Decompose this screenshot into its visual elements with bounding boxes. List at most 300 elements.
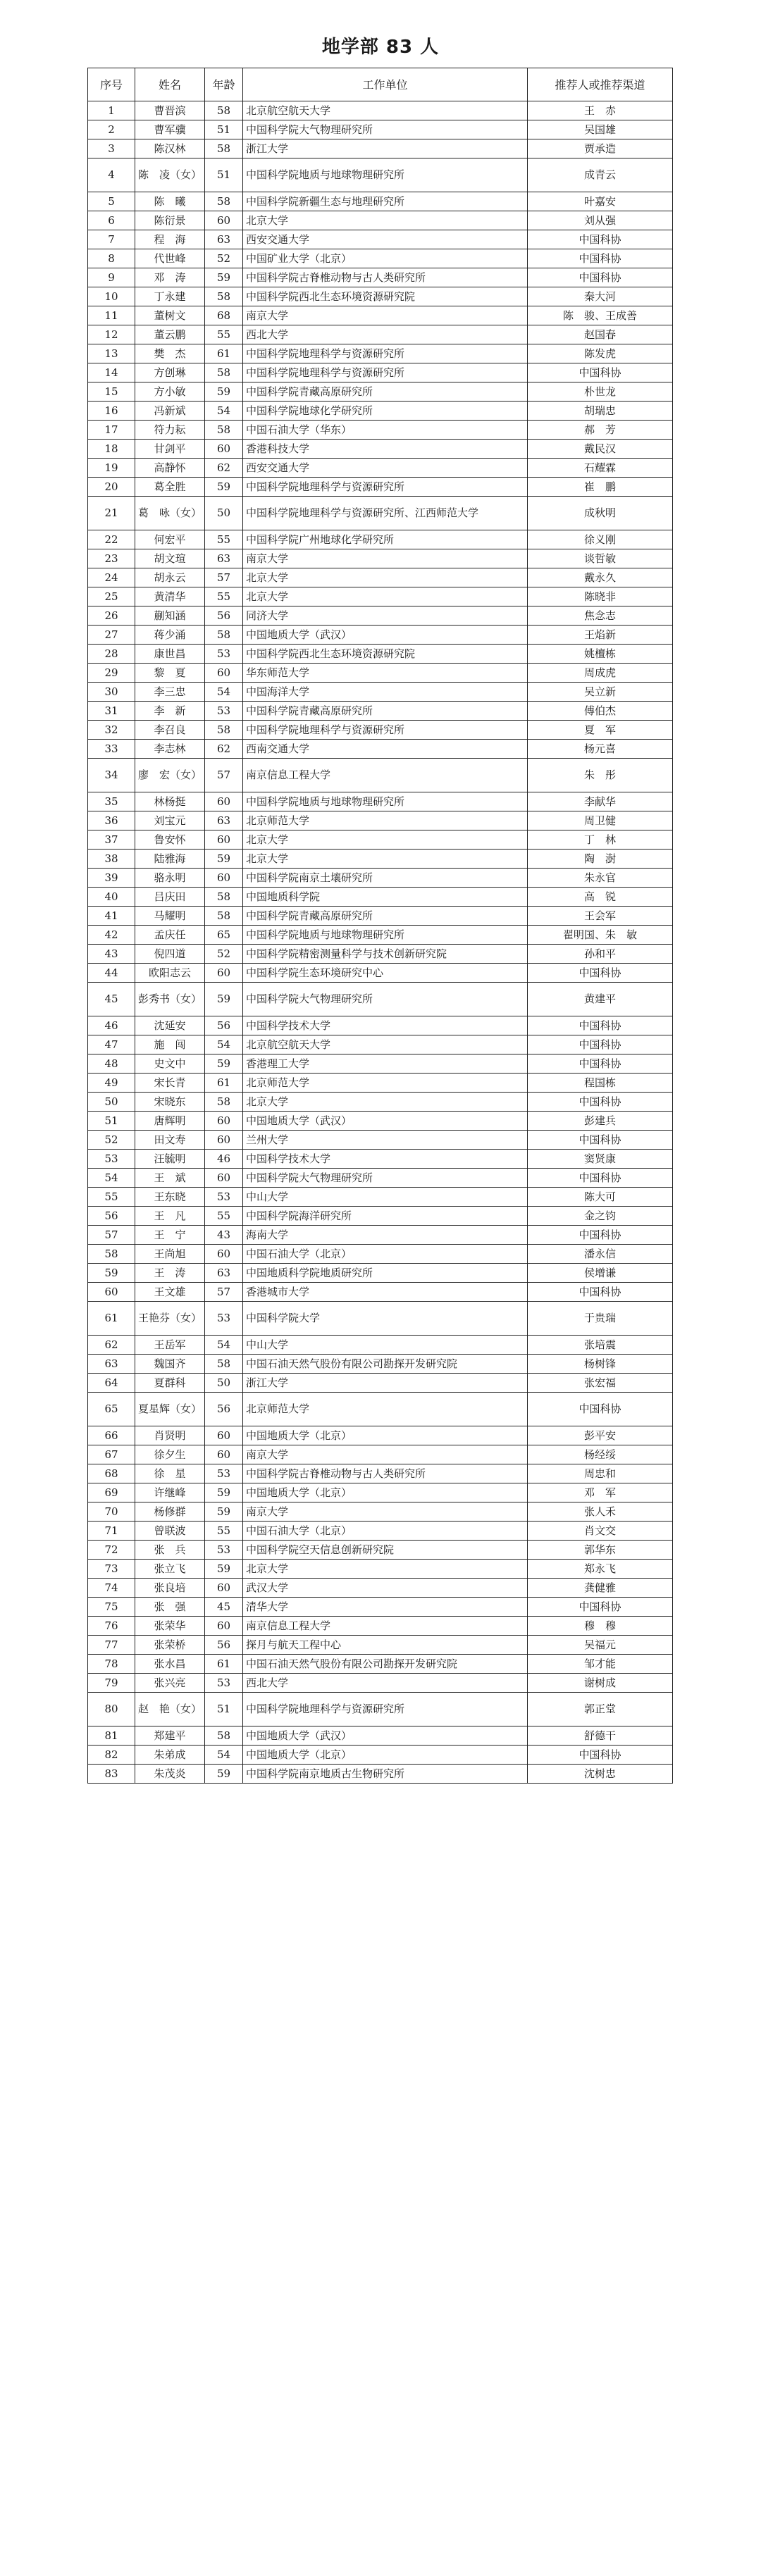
cell-unit: 浙江大学: [243, 1374, 528, 1393]
table-row: [88, 1617, 673, 1636]
cell-number: 21: [88, 497, 135, 530]
table-row: [88, 645, 673, 664]
cell-number: 26: [88, 606, 135, 626]
cell-number: 79: [88, 1674, 135, 1693]
cell-recommender: 王 赤: [528, 101, 673, 120]
cell-unit: 海南大学: [243, 1226, 528, 1245]
cell-unit: 中国科学院青藏高原研究所: [243, 702, 528, 721]
cell-unit: 南京信息工程大学: [243, 1617, 528, 1636]
table-row: [88, 421, 673, 440]
cell-age: 56: [205, 1016, 243, 1035]
cell-name: 彭秀书（女）: [135, 983, 205, 1016]
cell-number: 36: [88, 811, 135, 830]
cell-number: 64: [88, 1374, 135, 1393]
cell-unit: 北京师范大学: [243, 1074, 528, 1093]
cell-unit: 中国科学院南京土壤研究所: [243, 869, 528, 888]
cell-unit: 中国科学院地质与地球物理研究所: [243, 158, 528, 192]
cell-number: 19: [88, 459, 135, 478]
cell-name: 赵 艳（女）: [135, 1693, 205, 1726]
cell-recommender: 郭华东: [528, 1541, 673, 1560]
cell-age: 62: [205, 740, 243, 759]
cell-age: 58: [205, 888, 243, 907]
cell-name: 蒯知涵: [135, 606, 205, 626]
cell-name: 田文寿: [135, 1131, 205, 1150]
cell-number: 52: [88, 1131, 135, 1150]
table-row: [88, 1445, 673, 1464]
cell-name: 吕庆田: [135, 888, 205, 907]
cell-unit: 兰州大学: [243, 1131, 528, 1150]
cell-name: 张荣桥: [135, 1636, 205, 1655]
table-row: [88, 1355, 673, 1374]
cell-number: 74: [88, 1579, 135, 1598]
cell-unit: 清华大学: [243, 1598, 528, 1617]
table-row: [88, 683, 673, 702]
cell-number: 58: [88, 1245, 135, 1264]
cell-age: 60: [205, 440, 243, 459]
cell-number: 23: [88, 549, 135, 568]
table-row: [88, 1655, 673, 1674]
cell-age: 54: [205, 1746, 243, 1765]
cell-name: 邓 涛: [135, 268, 205, 287]
cell-name: 符力耘: [135, 421, 205, 440]
cell-recommender: 张人禾: [528, 1502, 673, 1522]
cell-unit: 西安交通大学: [243, 230, 528, 249]
header-row: [88, 68, 673, 101]
cell-number: 16: [88, 402, 135, 421]
table-row: [88, 830, 673, 850]
cell-number: 39: [88, 869, 135, 888]
table-row: [88, 530, 673, 549]
table-row: [88, 1112, 673, 1131]
cell-unit: 中国科学院新疆生态与地理研究所: [243, 192, 528, 211]
cell-age: 58: [205, 363, 243, 382]
cell-number: 11: [88, 306, 135, 325]
cell-name: 朱弟成: [135, 1746, 205, 1765]
cell-unit: 华东师范大学: [243, 664, 528, 683]
cell-recommender: 周卫健: [528, 811, 673, 830]
cell-age: 63: [205, 230, 243, 249]
cell-recommender: 金之钧: [528, 1207, 673, 1226]
cell-number: 31: [88, 702, 135, 721]
cell-age: 60: [205, 1426, 243, 1445]
cell-recommender: 中国科协: [528, 249, 673, 268]
cell-number: 29: [88, 664, 135, 683]
cell-recommender: 中国科协: [528, 1054, 673, 1074]
cell-unit: 中国地质大学（北京）: [243, 1426, 528, 1445]
table-row: [88, 158, 673, 192]
cell-name: 汪毓明: [135, 1150, 205, 1169]
cell-age: 53: [205, 1302, 243, 1336]
cell-unit: 中国科学院空天信息创新研究院: [243, 1541, 528, 1560]
cell-recommender: 王焰新: [528, 626, 673, 645]
cell-recommender: 吴立新: [528, 683, 673, 702]
cell-recommender: 于贵瑞: [528, 1302, 673, 1336]
cell-unit: 香港科技大学: [243, 440, 528, 459]
cell-name: 王东晓: [135, 1188, 205, 1207]
cell-unit: 中国科学院西北生态环境资源研究院: [243, 287, 528, 306]
cell-recommender: 吴国雄: [528, 120, 673, 139]
cell-unit: 北京大学: [243, 1560, 528, 1579]
cell-number: 67: [88, 1445, 135, 1464]
cell-number: 69: [88, 1483, 135, 1502]
cell-number: 34: [88, 759, 135, 792]
cell-recommender: 陈晓非: [528, 587, 673, 606]
cell-name: 沈延安: [135, 1016, 205, 1035]
cell-age: 51: [205, 1693, 243, 1726]
cell-number: 75: [88, 1598, 135, 1617]
cell-recommender: 朱永官: [528, 869, 673, 888]
cell-age: 53: [205, 1674, 243, 1693]
cell-unit: 中国科学院青藏高原研究所: [243, 382, 528, 402]
cell-age: 59: [205, 1502, 243, 1522]
cell-name: 李三忠: [135, 683, 205, 702]
cell-unit: 中国石油大学（北京）: [243, 1245, 528, 1264]
cell-recommender: 陈发虎: [528, 344, 673, 363]
cell-age: 59: [205, 268, 243, 287]
cell-unit: 中国科学院地理科学与资源研究所: [243, 478, 528, 497]
cell-recommender: 程国栋: [528, 1074, 673, 1093]
cell-age: 52: [205, 945, 243, 964]
table-row: [88, 1502, 673, 1522]
table-row: [88, 1283, 673, 1302]
table-row: [88, 869, 673, 888]
cell-number: 57: [88, 1226, 135, 1245]
cell-recommender: 彭建兵: [528, 1112, 673, 1131]
cell-number: 28: [88, 645, 135, 664]
cell-recommender: 高 锐: [528, 888, 673, 907]
table-row: [88, 1374, 673, 1393]
cell-name: 宋晓东: [135, 1093, 205, 1112]
cell-recommender: 中国科协: [528, 1393, 673, 1426]
cell-unit: 中国石油大学（华东）: [243, 421, 528, 440]
cell-number: 1: [88, 101, 135, 120]
cell-age: 56: [205, 1393, 243, 1426]
cell-name: 王尚旭: [135, 1245, 205, 1264]
cell-number: 45: [88, 983, 135, 1016]
table-row: [88, 1464, 673, 1483]
cell-number: 15: [88, 382, 135, 402]
cell-unit: 中国科学院大气物理研究所: [243, 120, 528, 139]
cell-recommender: 翟明国、朱 敏: [528, 926, 673, 945]
cell-unit: 中国地质大学（武汉）: [243, 626, 528, 645]
cell-unit: 中国石油天然气股份有限公司勘探开发研究院: [243, 1355, 528, 1374]
cell-unit: 中国地质大学（北京）: [243, 1483, 528, 1502]
cell-age: 54: [205, 1336, 243, 1355]
cell-age: 57: [205, 759, 243, 792]
table-row: [88, 306, 673, 325]
cell-name: 葛 咏（女）: [135, 497, 205, 530]
cell-recommender: 朱 彤: [528, 759, 673, 792]
cell-number: 41: [88, 907, 135, 926]
cell-name: 胡永云: [135, 568, 205, 587]
cell-unit: 中国科学技术大学: [243, 1016, 528, 1035]
cell-name: 张荣华: [135, 1617, 205, 1636]
cell-age: 54: [205, 683, 243, 702]
cell-number: 80: [88, 1693, 135, 1726]
cell-age: 55: [205, 1207, 243, 1226]
table-row: [88, 1150, 673, 1169]
cell-age: 58: [205, 1093, 243, 1112]
cell-age: 55: [205, 587, 243, 606]
cell-unit: 探月与航天工程中心: [243, 1636, 528, 1655]
cell-number: 71: [88, 1522, 135, 1541]
cell-unit: 南京大学: [243, 1502, 528, 1522]
cell-number: 4: [88, 158, 135, 192]
cell-name: 张 兵: [135, 1541, 205, 1560]
cell-recommender: 周成虎: [528, 664, 673, 683]
cell-recommender: 周忠和: [528, 1464, 673, 1483]
cell-number: 14: [88, 363, 135, 382]
cell-unit: 中国科学院地理科学与资源研究所: [243, 363, 528, 382]
cell-age: 59: [205, 382, 243, 402]
table-row: [88, 139, 673, 158]
cell-unit: 西北大学: [243, 1674, 528, 1693]
cell-name: 张兴亮: [135, 1674, 205, 1693]
cell-unit: 中国科学院地质与地球物理研究所: [243, 792, 528, 811]
cell-name: 夏群科: [135, 1374, 205, 1393]
cell-number: 81: [88, 1726, 135, 1746]
cell-age: 45: [205, 1598, 243, 1617]
cell-name: 李召良: [135, 721, 205, 740]
cell-number: 27: [88, 626, 135, 645]
table-row: [88, 740, 673, 759]
cell-unit: 香港理工大学: [243, 1054, 528, 1074]
cell-number: 13: [88, 344, 135, 363]
table-row: [88, 1131, 673, 1150]
header-name: 姓名: [135, 68, 205, 101]
table-row: [88, 440, 673, 459]
cell-name: 冯新斌: [135, 402, 205, 421]
table-row: [88, 1093, 673, 1112]
cell-recommender: 陶 澍: [528, 850, 673, 869]
cell-age: 59: [205, 983, 243, 1016]
table-row: [88, 1483, 673, 1502]
cell-age: 60: [205, 1617, 243, 1636]
cell-recommender: 杨经绥: [528, 1445, 673, 1464]
table-row: [88, 1579, 673, 1598]
cell-recommender: 徐义刚: [528, 530, 673, 549]
table-row: [88, 230, 673, 249]
cell-age: 58: [205, 1355, 243, 1374]
cell-recommender: 李献华: [528, 792, 673, 811]
cell-name: 张良培: [135, 1579, 205, 1598]
cell-recommender: 郑永飞: [528, 1560, 673, 1579]
table-body: [88, 101, 673, 1784]
cell-unit: 南京信息工程大学: [243, 759, 528, 792]
cell-number: 44: [88, 964, 135, 983]
cell-recommender: 谈哲敏: [528, 549, 673, 568]
cell-age: 60: [205, 792, 243, 811]
cell-unit: 中国科学院精密测量科学与技术创新研究院: [243, 945, 528, 964]
cell-unit: 中国科学院大气物理研究所: [243, 983, 528, 1016]
cell-number: 50: [88, 1093, 135, 1112]
cell-unit: 中国地质大学（武汉）: [243, 1726, 528, 1746]
cell-name: 廖 宏（女）: [135, 759, 205, 792]
cell-name: 鲁安怀: [135, 830, 205, 850]
cell-age: 55: [205, 1522, 243, 1541]
cell-unit: 北京师范大学: [243, 1393, 528, 1426]
table-row: [88, 1541, 673, 1560]
cell-age: 61: [205, 1074, 243, 1093]
cell-name: 黄清华: [135, 587, 205, 606]
table-row: [88, 1746, 673, 1765]
candidate-table: [87, 68, 673, 1784]
cell-recommender: 沈树忠: [528, 1765, 673, 1784]
table-row: [88, 1522, 673, 1541]
table-row: [88, 1426, 673, 1445]
table-row: [88, 964, 673, 983]
cell-recommender: 中国科协: [528, 1093, 673, 1112]
cell-name: 陈 凌（女）: [135, 158, 205, 192]
cell-recommender: 戴永久: [528, 568, 673, 587]
table-row: [88, 811, 673, 830]
table-row: [88, 850, 673, 869]
cell-age: 60: [205, 211, 243, 230]
cell-recommender: 潘永信: [528, 1245, 673, 1264]
cell-age: 60: [205, 1169, 243, 1188]
cell-unit: 中国科学院海洋研究所: [243, 1207, 528, 1226]
cell-age: 51: [205, 120, 243, 139]
cell-recommender: 焦念志: [528, 606, 673, 626]
cell-name: 倪四道: [135, 945, 205, 964]
cell-unit: 中山大学: [243, 1188, 528, 1207]
cell-number: 65: [88, 1393, 135, 1426]
cell-unit: 中国科学院大气物理研究所: [243, 1169, 528, 1188]
cell-age: 50: [205, 1374, 243, 1393]
cell-name: 陆雅海: [135, 850, 205, 869]
cell-number: 42: [88, 926, 135, 945]
cell-unit: 中山大学: [243, 1336, 528, 1355]
cell-recommender: 中国科协: [528, 1226, 673, 1245]
table-row: [88, 1035, 673, 1054]
cell-name: 高静怀: [135, 459, 205, 478]
cell-name: 许继峰: [135, 1483, 205, 1502]
cell-age: 53: [205, 645, 243, 664]
table-row: [88, 1393, 673, 1426]
table-row: [88, 363, 673, 382]
cell-recommender: 中国科协: [528, 1746, 673, 1765]
cell-number: 49: [88, 1074, 135, 1093]
cell-recommender: 傅伯杰: [528, 702, 673, 721]
cell-age: 58: [205, 101, 243, 120]
cell-number: 2: [88, 120, 135, 139]
cell-number: 70: [88, 1502, 135, 1522]
cell-name: 林杨挺: [135, 792, 205, 811]
cell-number: 20: [88, 478, 135, 497]
table-row: [88, 926, 673, 945]
cell-number: 48: [88, 1054, 135, 1074]
cell-name: 徐夕生: [135, 1445, 205, 1464]
table-row: [88, 268, 673, 287]
cell-unit: 中国地质科学院地质研究所: [243, 1264, 528, 1283]
table-row: [88, 211, 673, 230]
cell-name: 宋长青: [135, 1074, 205, 1093]
cell-unit: 北京大学: [243, 211, 528, 230]
cell-age: 57: [205, 568, 243, 587]
cell-recommender: 中国科协: [528, 1283, 673, 1302]
cell-unit: 中国科学院南京地质古生物研究所: [243, 1765, 528, 1784]
cell-number: 25: [88, 587, 135, 606]
table-row: [88, 626, 673, 645]
cell-number: 30: [88, 683, 135, 702]
cell-name: 代世峰: [135, 249, 205, 268]
cell-unit: 中国科学院古脊椎动物与古人类研究所: [243, 268, 528, 287]
cell-recommender: 中国科协: [528, 964, 673, 983]
cell-name: 欧阳志云: [135, 964, 205, 983]
cell-number: 73: [88, 1560, 135, 1579]
table-row: [88, 344, 673, 363]
cell-name: 肖贤明: [135, 1426, 205, 1445]
table-row: [88, 1726, 673, 1746]
table-row: [88, 459, 673, 478]
cell-recommender: 成秋明: [528, 497, 673, 530]
cell-name: 陈汉林: [135, 139, 205, 158]
cell-unit: 香港城市大学: [243, 1283, 528, 1302]
cell-age: 58: [205, 421, 243, 440]
cell-recommender: 吴福元: [528, 1636, 673, 1655]
cell-recommender: 成青云: [528, 158, 673, 192]
cell-recommender: 姚檀栋: [528, 645, 673, 664]
cell-recommender: 贾承造: [528, 139, 673, 158]
cell-number: 76: [88, 1617, 135, 1636]
cell-unit: 西南交通大学: [243, 740, 528, 759]
header-age: 年龄: [205, 68, 243, 101]
cell-number: 68: [88, 1464, 135, 1483]
table-row: [88, 1693, 673, 1726]
cell-age: 43: [205, 1226, 243, 1245]
cell-age: 53: [205, 702, 243, 721]
cell-number: 18: [88, 440, 135, 459]
table-row: [88, 1302, 673, 1336]
cell-unit: 中国科学院地理科学与资源研究所、江西师范大学: [243, 497, 528, 530]
cell-recommender: 中国科协: [528, 1035, 673, 1054]
cell-number: 82: [88, 1746, 135, 1765]
cell-unit: 北京航空航天大学: [243, 101, 528, 120]
cell-age: 59: [205, 850, 243, 869]
cell-recommender: 杨元喜: [528, 740, 673, 759]
table-row: [88, 497, 673, 530]
cell-name: 曹晋滨: [135, 101, 205, 120]
table-row: [88, 1245, 673, 1264]
cell-unit: 北京大学: [243, 850, 528, 869]
cell-name: 陈 曦: [135, 192, 205, 211]
cell-age: 51: [205, 158, 243, 192]
cell-name: 樊 杰: [135, 344, 205, 363]
cell-recommender: 张宏福: [528, 1374, 673, 1393]
cell-name: 胡文瑄: [135, 549, 205, 568]
cell-name: 朱茂炎: [135, 1765, 205, 1784]
cell-name: 王 宁: [135, 1226, 205, 1245]
table-row: [88, 1054, 673, 1074]
cell-recommender: 陈 骏、王成善: [528, 306, 673, 325]
cell-unit: 中国地质大学（北京）: [243, 1746, 528, 1765]
cell-number: 35: [88, 792, 135, 811]
cell-age: 60: [205, 869, 243, 888]
cell-unit: 北京大学: [243, 568, 528, 587]
cell-age: 55: [205, 325, 243, 344]
cell-number: 8: [88, 249, 135, 268]
cell-name: 黎 夏: [135, 664, 205, 683]
cell-number: 12: [88, 325, 135, 344]
cell-recommender: 戴民汉: [528, 440, 673, 459]
cell-recommender: 陈大可: [528, 1188, 673, 1207]
cell-recommender: 郝 芳: [528, 421, 673, 440]
cell-unit: 中国矿业大学（北京）: [243, 249, 528, 268]
cell-name: 李志林: [135, 740, 205, 759]
table-row: [88, 1074, 673, 1093]
table-header: [88, 68, 673, 101]
cell-recommender: 王会军: [528, 907, 673, 926]
